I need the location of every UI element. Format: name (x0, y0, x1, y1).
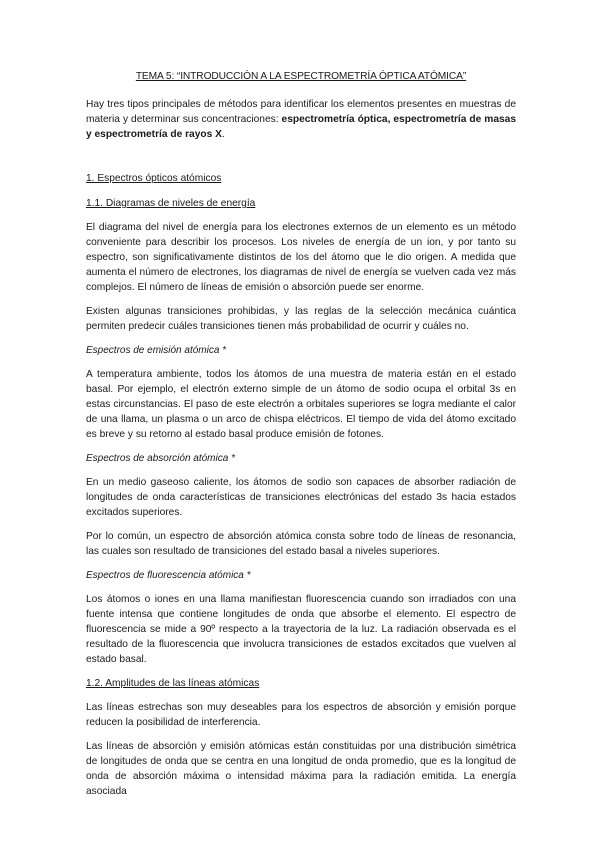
document-title: TEMA 5: “INTRODUCCIÓN A LA ESPECTROMETRÍA ÓPTICA ATÓMICA” (135, 71, 467, 82)
intro-paragraph (86, 97, 516, 142)
intro-text-1: Hay tres tipos principales de métodos para identificar los elementos presentes en muestras de materia y determinar sus concentraciones: (86, 99, 516, 125)
emission-spectra-heading: Espectros de emisión atómica * (86, 345, 227, 356)
absorption-spectra-heading: Espectros de absorción atómica * (86, 453, 235, 464)
fluorescence-spectra-paragraph: Los átomos o iones en una llama manifiestan fluorescencia cuando son irradiados con una fuente intensa que contiene longitudes de onda que absorbe el elemento. El espectro de fluorescencia se mide a 90º respecto a la trayectoria de la luz. La radiación observada es el resultado de la fluorescencia que involucra transiciones de estados excitados que vuelven al estado basal. (86, 594, 516, 665)
fluorescence-spectra-heading: Espectros de fluorescencia atómica * (86, 570, 251, 581)
absorption-spectra-paragraph-1: En un medio gaseoso caliente, los átomos de sodio son capaces de absorber radiación de longitudes de onda características de transiciones electrónicas del estado 3s hacia estados excitados superiores. (86, 477, 516, 518)
section-1-1-heading: 1.1. Diagramas de niveles de energía (86, 198, 256, 209)
section-1-heading: 1. Espectros ópticos atómicos (86, 173, 222, 184)
intro-text-2: . (221, 129, 225, 140)
section-1-2-heading: 1.2. Amplitudes de las líneas atómicas (86, 678, 260, 689)
section-1-2-paragraph-1: Las líneas estrechas son muy deseables para los espectros de absorción y emisión porque reducen la posibilidad de interferencia. (86, 702, 516, 728)
absorption-spectra-paragraph-2: Por lo común, un espectro de absorción atómica consta sobre todo de líneas de resonancia, las cuales son resultado de transiciones del estado basal a niveles superiores. (86, 531, 516, 557)
emission-spectra-paragraph: A temperatura ambiente, todos los átomos de una muestra de materia están en el estado basal. Por ejemplo, el electrón externo simple de un átomo de sodio ocupa el orbital 3s en estas circunstancias. El paso de este electrón a orbitales superiores se logra mediante el calor de una llama, un plasma o un arco de chispa eléctricos. El tiempo de vida del átomo excitado es breve y su retorno al estado basal produce emisión de fotones. (86, 369, 516, 440)
section-1-2-paragraph-2: Las líneas de absorción y emisión atómicas están constituidas por una distribución simétrica de longitudes de onda que se centra en una longitud de onda promedio, que es la longitud de onda de absorción máxima o intensidad máxima para la radiación emitida. La energía asociada (86, 741, 516, 797)
section-1-1-paragraph-2: Existen algunas transiciones prohibidas, y las reglas de la selección mecánica cuántica permiten predecir cuáles transiciones tienen más probabilidad de ocurrir y cuáles no. (86, 306, 516, 332)
intro-bold-methods: espectrometría óptica, espectrometría de masas y espectrometría de rayos X (86, 114, 517, 140)
section-1-1-paragraph-1: El diagrama del nivel de energía para los electrones externos de un elemento es un método conveniente para describir los procesos. Los niveles de energía de un ion, y por tanto su espectro, son significativamente distintos de los del átomo que le dio origen. A medida que aumenta el número de electrones, los diagramas de nivel de energía se vuelven cada vez más complejos. El número de líneas de emisión o absorción puede ser enorme. (86, 222, 516, 293)
document-content (86, 69, 516, 808)
